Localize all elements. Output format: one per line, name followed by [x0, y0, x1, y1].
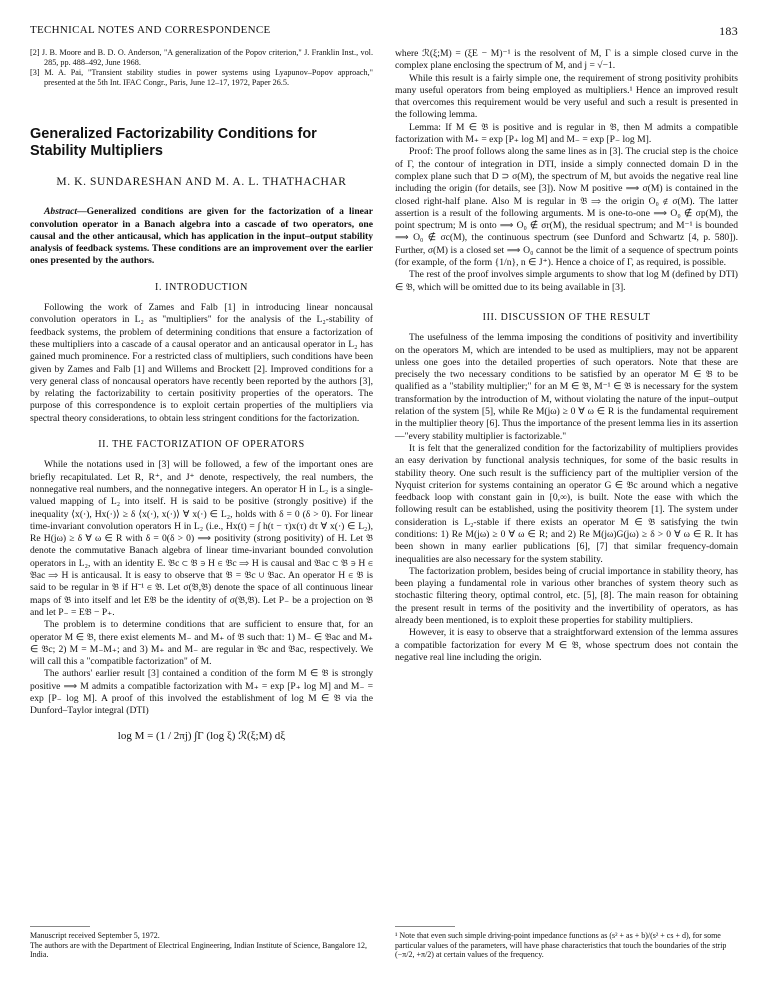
page-number: 183: [719, 24, 738, 38]
reference-list: [30, 48, 373, 88]
left-column: [30, 48, 373, 752]
paragraph: The problem is to determine conditions that are sufficient to ensure that, for an operator M ∈ 𝔅, there exist elements M₋ and M₊ of 𝔅 such that: 1) M₋ ∈ 𝔅ac and M₊ ∈ 𝔅c; 2) M = M₋M₊; and 3) M₊ and M₋ are regular in 𝔅c and 𝔅ac, respectively. We will call this a "compatible factorization" of M.: [30, 619, 373, 668]
paragraph: The factorization problem, besides being of crucial importance in stability theory, has been playing a fundamental role in various other branches of system theory such as stochastic filtering theory, optimal control, etc. [5], [8]. The main reason for obtaining the present result in terms of the positivity and the invertibility of operators, as has already been mentioned, is to exploit these properties for stability multipliers.: [395, 565, 738, 627]
paragraph: where ℛ(ξ;M) = (ξE − M)⁻¹ is the resolvent of M, Γ is a simple closed curve in the complex plane enclosing the spectrum of M, and j = √−1.: [395, 48, 738, 72]
footnote-rule: [395, 926, 455, 927]
paragraph: The usefulness of the lemma imposing the conditions of positivity and invertibility on the operators M, which are intended to be used as multipliers, may not be apparent unless one goes into the detailed properties of such operators. Note that these are precisely the two necessary conditions to be satisfied by an operator M ∈ 𝔅 to be qualified as a "stability multiplier;" for an M ∈ 𝔅, M⁻¹ ∈ 𝔅 is necessary for the system transformation by the introduction of M, without violating the nature of the input–output relation of the system [5], while Re M(jω) ≥ 0 ∀ ω ∈ R is the fundamental requirement in the multiplier theory [6]. Thus the importance of the present lemma lies in its assertion—"every stability multiplier is factorizable.": [395, 332, 738, 442]
manuscript-footer: [30, 931, 373, 960]
section-heading-introduction: I. INTRODUCTION: [155, 281, 248, 293]
lemma: Lemma: If M ∈ 𝔅 is positive and is regular in 𝔅, then M admits a compatible factorization with M₊ = exp [P₊ log M] and M₋ = exp [P₋ log M].: [395, 121, 738, 146]
abstract-text: —Generalized conditions are given for the factorization of a linear convolution operator in a Banach algebra into a cascade of two operators, one causal and the other anticausal, which has application in the input–output stability analysis of feedback systems. These conditions are an improvement over the earlier ones presented by the authors.: [30, 206, 373, 267]
equation-dti: log M = (1 / 2πj) ∫Γ (log ξ) ℛ(ξ;M) dξ: [117, 729, 286, 742]
section-heading-discussion: III. DISCUSSION OF THE RESULT: [482, 311, 651, 323]
paragraph: It is felt that the generalized condition for the factorizability of multipliers provides an easy derivation by functional analysis techniques, for some of the basic results in stability theory. One such result is the sufficiency part of the multiplier version of the Nyquist criterion for systems containing an operator G ∈ 𝔅c around which a negative feedback loop with constant gain in [0,∞), is built. Note the ease with which the following result can be established, using the positivity theorem [1]. The system under consideration is L₂-stable if there exists an operator M ∈ 𝔅 satisfying the twin conditions: 1) Re M(jω) ≥ 0 ∀ ω ∈ R; and 2) Re M(jω)G(jω) ≥ δ > 0 ∀ ω ∈ R. It has been shown in many earlier publications [6], [7] that similar frequency-domain inequalities are also necessary for the system stability.: [395, 442, 738, 565]
proof: Proof: The proof follows along the same lines as in [3]. The crucial step is the choice of Γ, the contour of integration in DTI, inside a simply connected domain D in the complex plane such that D ⊃ σ(M), the spectrum of M, but avoids the negative real line including the origin (for details, see [3]). Now M positive ⟹ σ(M) is contained in the closed right-half plane. Also M is regular in 𝔅 ⟹ the origin O₀ ∉ σ(M). The latter assertion is a result of the following arguments. M is one-to-one ⟹ O₀ ∉ σp(M), the point spectrum; M is onto ⟹ O₀ ∉ σr(M), the residual spectrum; and M⁻¹ is bounded ⟹ O₀ ∉ σc(M), the continuous spectrum (see Dunford and Schwartz [4, p. 580]). Further, σ(M) is a closed set ⟹ O₀ cannot be the limit of a sequence of spectrum points (for example, of the form {1/n}, n ∈ J⁺). Hence a choice of Γ, as required, is possible.: [395, 146, 738, 269]
paragraph: While the notations used in [3] will be followed, a few of the important ones are briefly recapitulated. Let R, R⁺, and J⁺ denote, respectively, the real numbers, the nonnegative real numbers, and the nonnegative integers. An operator H in L₂ is a single-valued mapping of L₂ into itself. H is said to be positive (strongly positive) if the inequality ⟨x(·), Hx(·)⟩ ≥ δ ⟨x(·), x(·)⟩ ∀ x(·) ∈ L₂, holds with δ = 0 (δ > 0). For linear time-invariant convolution operators H in L₂ (i.e., Hx(t) = ∫ h(t − τ)x(τ) dτ ∀ x(·) ∈ L₂), Re H(jω) ≥ δ ∀ ω ∈ R with δ = 0(δ > 0) ⟹ positivity (strong positivity) of H. Let 𝔅 denote the commutative Banach algebra of linear time-invariant bounded convolution operators in L₂, with an identity E. 𝔅c ⊂ 𝔅 ∋ H ∈ 𝔅c ⟹ H is causal and 𝔅ac ⊂ 𝔅 ∋ H ∈ 𝔅ac ⟹ H is anticausal. It is easy to observe that 𝔅 = 𝔅c ∪ 𝔅ac. An operator H ∈ 𝔅 is said to be regular in 𝔅 if H⁻¹ ∈ 𝔅. Let σ(𝔅,𝔅) denote the space of all continuous linear maps of 𝔅 into itself and let E𝔅 be the identity of σ(𝔅,𝔅). Let P₋ be a projection on 𝔅 and let P₋ = E𝔅 − P₊.: [30, 459, 373, 618]
received-date: Manuscript received September 5, 1972.: [30, 931, 160, 940]
running-head: [30, 24, 738, 40]
footnote-rule: [30, 926, 90, 927]
paragraph: While this result is a fairly simple one, the requirement of strong positivity prohibits many useful operators from being employed as multipliers.¹ Hence an improved result that overcomes this requirement would be very useful and such a result is presented in the following lemma.: [395, 72, 738, 121]
paragraph: The rest of the proof involves simple arguments to show that log M (defined by DTI) ∈ 𝔅, which will be omitted due to its being available in [3].: [395, 269, 738, 293]
paragraph: The authors' earlier result [3] contained a condition of the form M ∈ 𝔅 is strongly positive ⟹ M admits a compatible factorization with M₊ = exp [P₊ log M] and M₋ = exp [P₋ log M]. A proof of this involved the establishment of log M ∈ 𝔅 via the Dunford–Taylor integral (DTI): [30, 668, 373, 717]
abstract: [30, 206, 373, 267]
paragraph: Following the work of Zames and Falb [1] in introducing linear noncausal convolution operators in L₂ as "multipliers" for the analysis of the L₂-stability of feedback systems, the problem of determining conditions that ensure a factorization of these multipliers into a cascade of a causal operator and an anticausal operator in L₂ has gained much prominence. For a restricted class of multipliers, such conditions have been given by Zames and Falb [1] and Willems and Brockett [2]. Improved conditions for a very general class of noncausal operators have recently been reported by the authors [3], by relating the factorizability to certain positivity properties of the operators. The purpose of this correspondence is to exploit certain properties of the multipliers via spectral theory considerations, to obtain less stringent conditions for the factorization.: [30, 302, 373, 424]
abstract-label: Abstract: [44, 206, 78, 218]
paragraph: However, it is easy to observe that a straightforward extension of the lemma assures a compatible factorization for every M ∈ 𝔅, whose spectrum does not contain the negative real line including the origin.: [395, 627, 738, 663]
journal-section-title: TECHNICAL NOTES AND CORRESPONDENCE: [30, 24, 271, 36]
reference-item: [2] J. B. Moore and B. D. O. Anderson, "A generalization of the Popov criterion," J. Franklin Inst., vol. 285, pp. 488–492, June 1968.: [30, 48, 373, 67]
article-title: Generalized Factorizability Conditions for Stability Multipliers: [30, 126, 317, 159]
right-column: [395, 48, 738, 664]
article-authors: M. K. SUNDARESHAN AND M. A. L. THATHACHAR: [56, 176, 347, 188]
footnote: ¹ Note that even such simple driving-point impedance functions as (s² + as + b)/(s² + cs + d), for some particular values of the parameters, will have phase characteristics that touch the boundaries of the strip (−π/2, +π/2) at certain values of the frequency.: [395, 931, 727, 960]
section-heading-factorization: II. THE FACTORIZATION OF OPERATORS: [98, 439, 305, 451]
reference-item: [3] M. A. Pai, "Transient stability studies in power systems using Lyapunov–Popov approach," presented at the 5th Int. IFAC Congr., Paris, June 12–17, 1972, Paper 26.5.: [30, 68, 373, 87]
author-affiliation: The authors are with the Department of Electrical Engineering, Indian Institute of Science, Bangalore 12, India.: [30, 940, 367, 960]
